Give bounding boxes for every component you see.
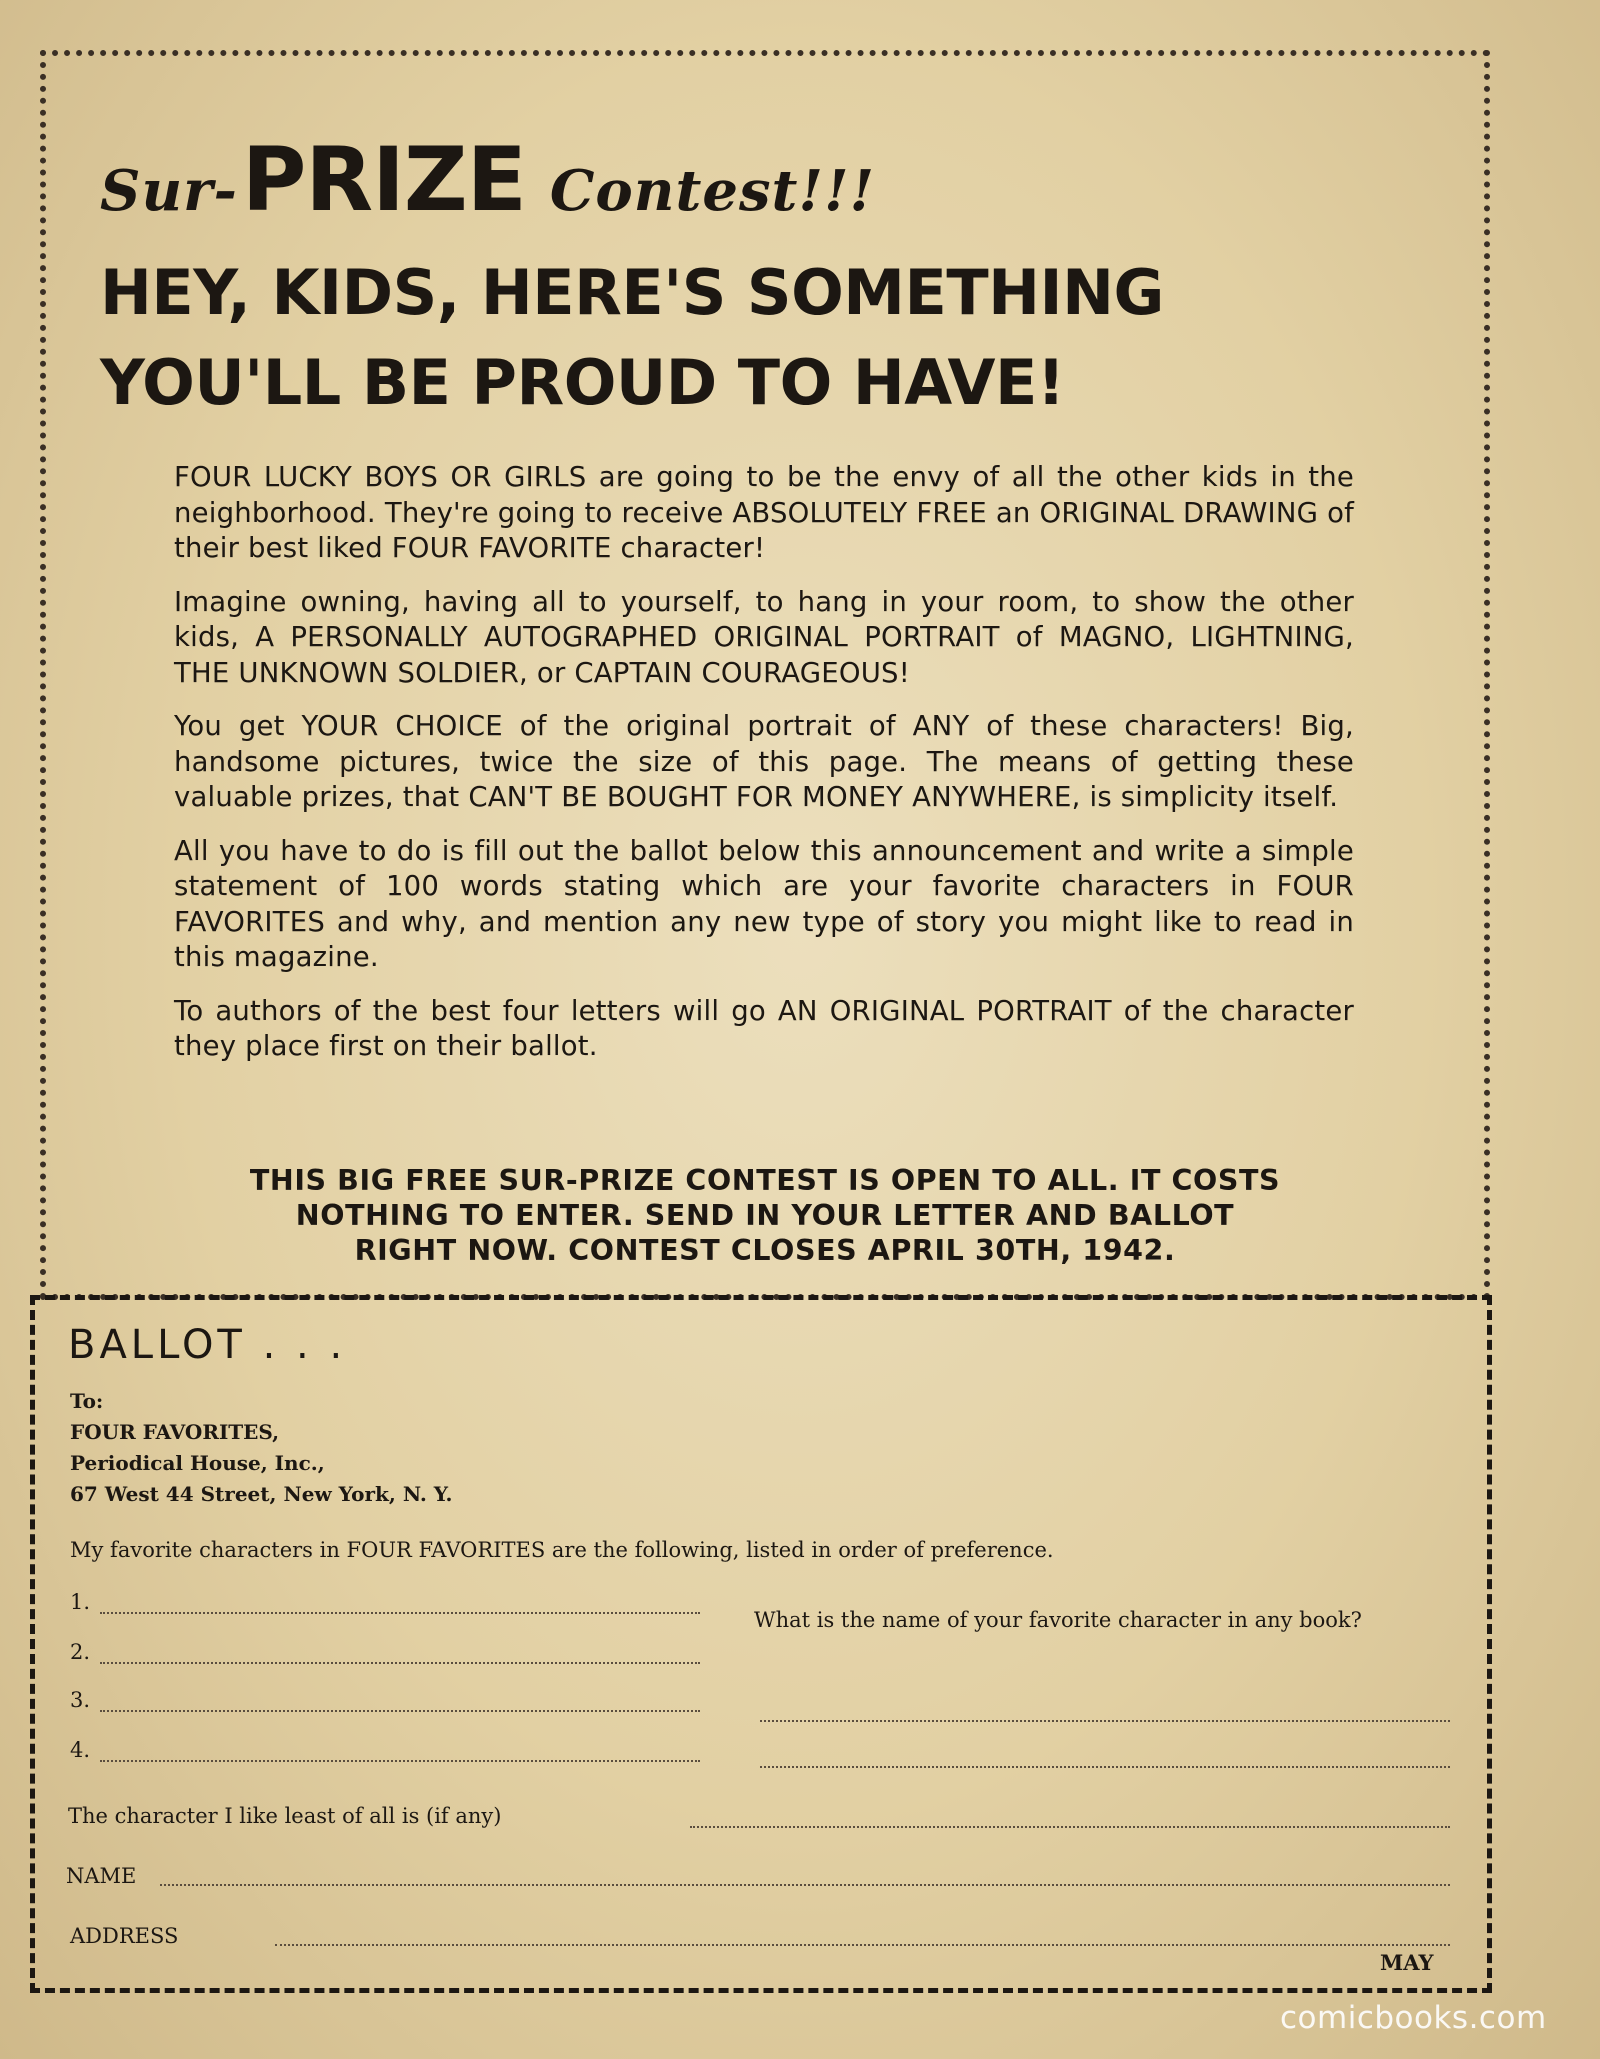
least-liked-answer[interactable]: [690, 1808, 1450, 1828]
issue-month: MAY: [1380, 1950, 1434, 1975]
title-suffix: Contest!!!: [549, 158, 876, 224]
address-label: ADDRESS: [70, 1924, 179, 1948]
closing-line-1: THIS BIG FREE SUR-PRIZE CONTEST IS OPEN TO ALL. IT COSTS: [249, 1164, 1281, 1197]
watermark: comicbooks.com: [1280, 2000, 1547, 2036]
headline: [100, 248, 1164, 428]
ballot-intro: My favorite characters in FOUR FAVORITES are the following, listed in order of preference.: [70, 1538, 1054, 1562]
title-main: PRIZE: [241, 128, 526, 231]
favorite-line-2[interactable]: [70, 1640, 700, 1664]
fill-line[interactable]: [275, 1926, 1450, 1946]
body-paragraph: To authors of the best four letters will go AN ORIGINAL PORTRAIT of the character they place first on their ballot.: [174, 994, 1354, 1062]
fill-line[interactable]: [100, 1644, 700, 1664]
favorite-line-4[interactable]: [70, 1738, 700, 1762]
line-number: 3.: [70, 1688, 91, 1712]
fill-line[interactable]: [760, 1702, 1450, 1722]
closing-notice: [190, 1163, 1340, 1268]
favorite-any-book-answer[interactable]: [760, 1702, 1450, 1722]
title-prefix: Sur-: [100, 158, 238, 224]
closing-line-2: NOTHING TO ENTER. SEND IN YOUR LETTER AND BALLOT: [295, 1199, 1235, 1232]
fill-line[interactable]: [160, 1866, 1450, 1886]
mailing-address: [70, 1386, 452, 1510]
name-field[interactable]: [160, 1866, 1450, 1886]
to-label: To:: [70, 1389, 104, 1413]
closing-line-3: RIGHT NOW. CONTEST CLOSES APRIL 30TH, 1942.: [354, 1234, 1176, 1267]
favorite-any-book-question: What is the name of your favorite character in any book?: [754, 1608, 1362, 1632]
fill-line[interactable]: [760, 1748, 1450, 1768]
favorite-line-3[interactable]: [70, 1688, 700, 1712]
contest-body: [174, 460, 1354, 1083]
page-title: [100, 128, 875, 231]
address-field[interactable]: [275, 1926, 1450, 1946]
fill-line[interactable]: [690, 1808, 1450, 1828]
fill-line[interactable]: [100, 1742, 700, 1762]
line-number: 1.: [70, 1590, 91, 1614]
body-paragraph: You get YOUR CHOICE of the original portrait of ANY of these characters! Big, handsome pictures, twice the size of this page. The means of getting these valuable prizes, that CAN'T BE BOUGHT FOR MONEY ANYWHERE, is simplicity itself.: [174, 710, 1354, 813]
headline-line-2: YOU'LL BE PROUD TO HAVE!: [100, 346, 1065, 419]
favorite-any-book-answer-2[interactable]: [760, 1748, 1450, 1768]
body-paragraph: Imagine owning, having all to yourself, to hang in your room, to show the other kids, A PERSONALLY AUTOGRAPHED ORIGINAL PORTRAIT of MAGNO, LIGHTNING, THE UNKNOWN SOLDIER, or CAPTAIN COURAGEOUS!: [174, 585, 1354, 689]
name-label: NAME: [66, 1864, 137, 1888]
addressee: FOUR FAVORITES,: [70, 1420, 280, 1444]
fill-line[interactable]: [100, 1594, 700, 1614]
favorite-line-1[interactable]: [70, 1590, 700, 1614]
line-number: 4.: [70, 1738, 91, 1762]
line-number: 2.: [70, 1640, 91, 1664]
headline-line-1: HEY, KIDS, HERE'S SOMETHING: [100, 256, 1164, 329]
company: Periodical House, Inc.,: [70, 1451, 325, 1475]
body-paragraph: FOUR LUCKY BOYS OR GIRLS are going to be the envy of all the other kids in the neighborhood. They're going to receive ABSOLUTELY FREE an ORIGINAL DRAWING of their best liked FOUR FAVORITE character!: [174, 461, 1354, 564]
ballot-title: BALLOT . . .: [68, 1322, 347, 1368]
body-paragraph: All you have to do is fill out the ballot below this announcement and write a simple statement of 100 words stating which are your favorite characters in FOUR FAVORITES and why, and mention any new type of story you might like to read in this magazine.: [174, 834, 1354, 973]
least-liked-label: The character I like least of all is (if any): [68, 1804, 502, 1828]
street: 67 West 44 Street, New York, N. Y.: [70, 1482, 453, 1506]
fill-line[interactable]: [100, 1692, 700, 1712]
